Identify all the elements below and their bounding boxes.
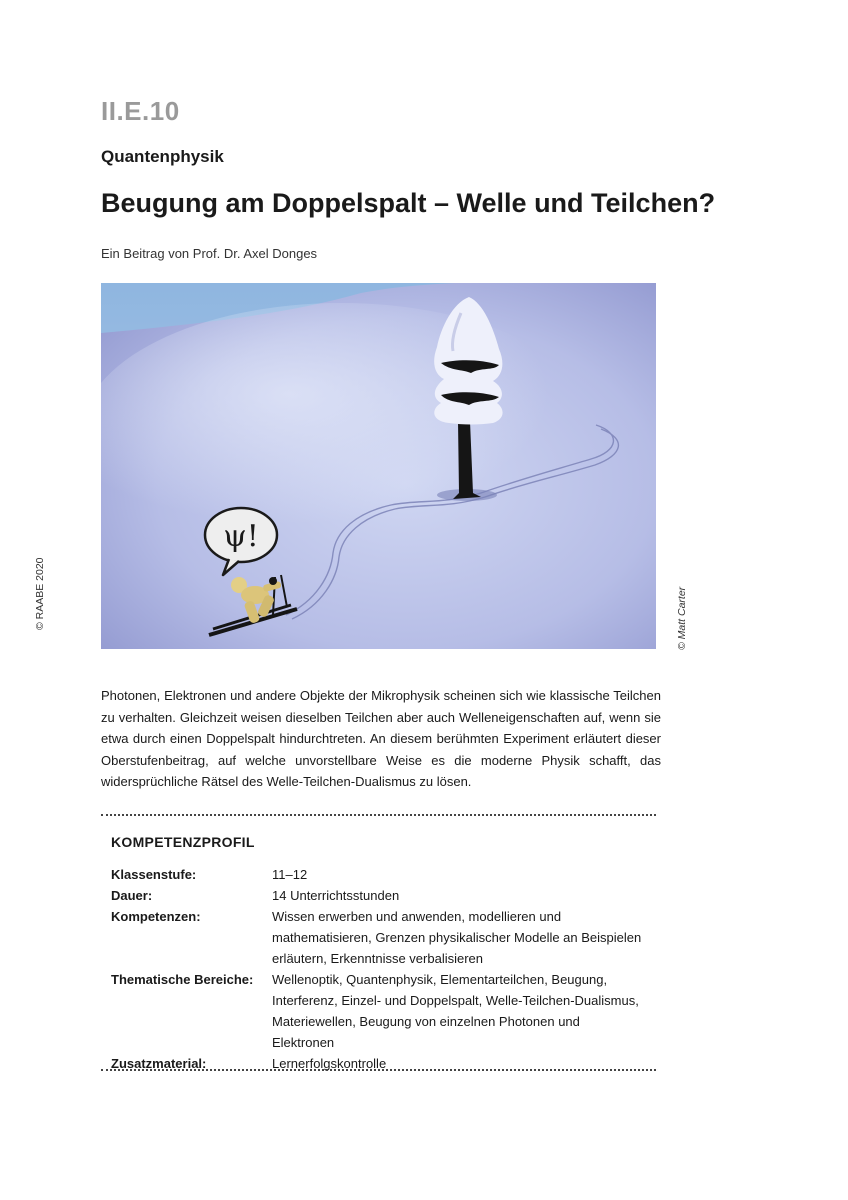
profile-row-competences bbox=[111, 906, 651, 969]
ski-scene-illustration bbox=[101, 283, 656, 649]
page-title: Beugung am Doppelspalt – Welle und Teilchen? bbox=[101, 188, 716, 218]
cover-illustration bbox=[101, 283, 656, 649]
profile-row-topics bbox=[111, 969, 651, 1053]
profile-row-grade bbox=[111, 864, 651, 885]
side-copyright: © RAABE 2020 bbox=[34, 557, 46, 630]
intro-paragraph: Photonen, Elektronen und andere Objekte der Mikrophysik scheinen sich wie klassische Teilchen zu verhalten. Gleichzeit weisen dieselben Teilchen aber auch Welleneigenschaften auf, wenn sie etwa durch einen Doppelspalt hindurchtreten. An diesem berühmten Experiment erläutert dieser Oberstufenbeitrag, auf welche unvorstellbare Weise es die moderne Physik schafft, das widersprüchliche Rätsel des Welle-Teilchen-Dualismus zu lösen. bbox=[101, 688, 661, 789]
profile-value: Lernerfolgskontrolle bbox=[272, 1056, 387, 1071]
profile-label: Dauer: bbox=[111, 888, 153, 903]
speech-bubble-text: ψ! bbox=[223, 519, 259, 554]
profile-label: Zusatzmaterial: bbox=[111, 1056, 207, 1071]
author-line: Ein Beitrag von Prof. Dr. Axel Donges bbox=[101, 246, 318, 261]
profile-label: Klassenstufe: bbox=[111, 867, 197, 882]
unit-code: II.E.10 bbox=[101, 96, 180, 126]
profile-label: Kompetenzen: bbox=[111, 909, 201, 924]
profile-value: 11–12 bbox=[272, 867, 308, 882]
dotted-divider-bottom bbox=[101, 1069, 656, 1071]
profile-value: Wissen erwerben und anwenden, modellieren und mathematisieren, Grenzen physikalischer Modelle an Beispielen erläutern, Erkenntnisse verbalisieren bbox=[272, 909, 642, 966]
competence-profile bbox=[111, 834, 651, 1074]
profile-heading: KOMPETENZPROFIL bbox=[111, 834, 255, 850]
dotted-divider-top bbox=[101, 814, 656, 816]
subject-heading: Quantenphysik bbox=[101, 147, 224, 166]
profile-value: 14 Unterrichtsstunden bbox=[272, 888, 400, 903]
profile-row-duration bbox=[111, 885, 651, 906]
profile-value: Wellenoptik, Quantenphysik, Elementarteilchen, Beugung, Interferenz, Einzel- und Doppelspalt, Welle-Teilchen-Dualismus, Materiewellen, Beugung von einzelnen Photonen und Elektronen bbox=[272, 972, 639, 1050]
profile-label: Thematische Bereiche: bbox=[111, 972, 254, 987]
image-credit: © Matt Carter bbox=[676, 586, 688, 650]
